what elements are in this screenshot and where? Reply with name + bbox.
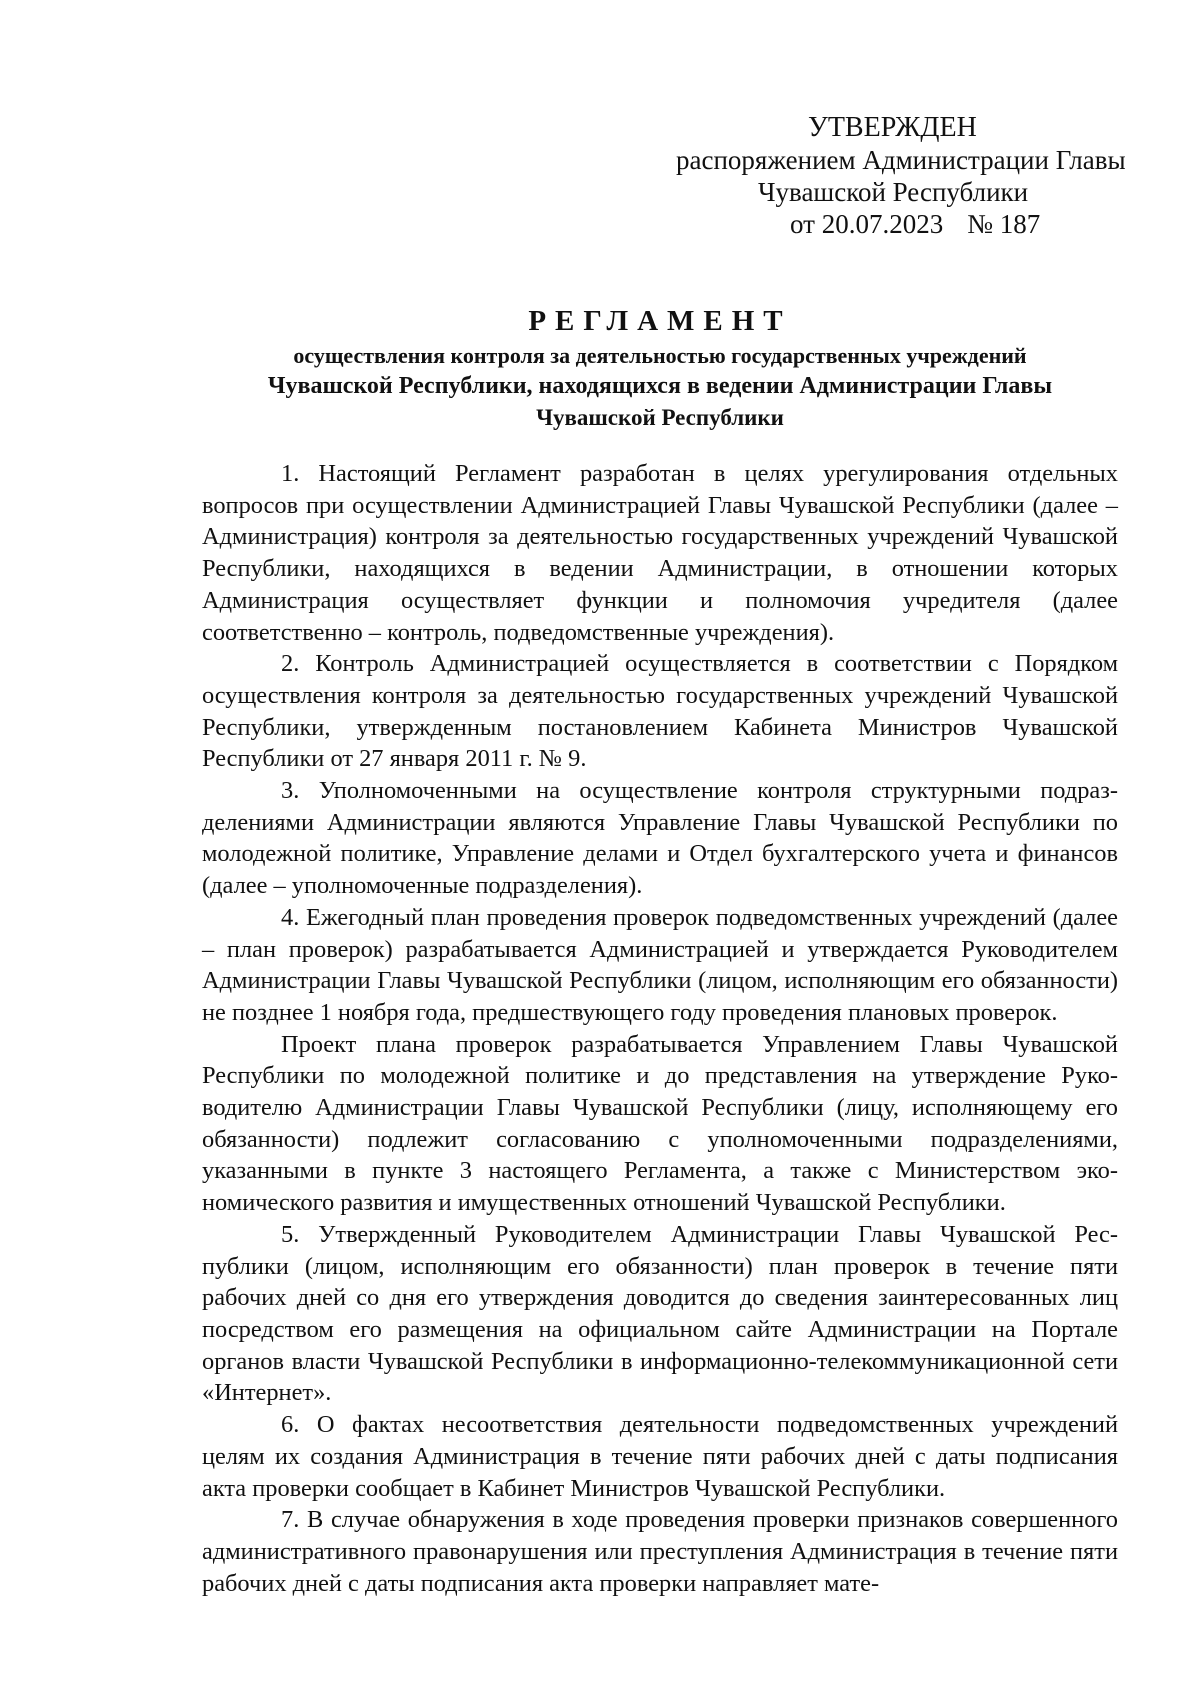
approval-authority: распоряжением Администрации Главы <box>676 145 1126 175</box>
paragraph-2: 2. Контроль Администрацией осуществляется в соответствии с Порядком осуществления контроля за деятельностью государственных учреждений Чувашской Республики, утвержденным постановлением Кабинета Министров Чувашской Республики от 27 января 2011 г. № 9. <box>202 650 1118 773</box>
approval-region: Чувашской Республики <box>758 177 1029 207</box>
document-subtitle-line-3: Чувашской Республики <box>536 405 784 430</box>
approval-date: от 20.07.2023 <box>790 209 944 239</box>
approval-heading: УТВЕРЖДЕН <box>808 112 977 143</box>
paragraph-3: 3. Уполномоченными на осуществление контроля структурными подразделениями Администрации являются Управление Главы Чувашской Республики по молодежной политике, Управление делами и Отдел бухгалтерского учета и финансов (далее – уполномоченные подразделения). <box>202 777 1118 900</box>
paragraph-5: 5. Утвержденный Руководителем Администрации Главы Чувашской Республики (лицом, исполняющим его обязанности) план проверок в течение пяти рабочих дней со дня его утверждения доводится до сведения заинтересованных лиц посредством его размещения на официальном сайте Администрации на Портале органов власти Чувашской Республики в информационно-телекоммуникационной сети «Интернет». <box>202 1220 1118 1407</box>
document-title: РЕГЛАМЕНТ <box>528 305 792 337</box>
document-body <box>202 458 1118 1599</box>
approval-date-number <box>660 208 1130 240</box>
approval-stamp-block <box>660 112 1130 240</box>
paragraph-7: 7. В случае обнаружения в ходе проведения проверки признаков совершенного административного правонарушения или преступления Администрация в течение пяти рабочих дней с даты подписания акта проверки направляет мате- <box>202 1506 1118 1597</box>
document-subtitle-line-2: Чувашской Республики, находящихся в ведении Администрации Главы <box>267 373 1053 399</box>
document-title-block <box>200 302 1120 433</box>
paragraph-4-continued: Проект плана проверок разрабатывается Управлением Главы Чувашской Республики по молодежной политике и до представления на утверждение Руководителю Администрации Главы Чувашской Республики (лицу, исполняющему его обязанности) подлежит согласованию с уполномоченными подразделениями, указанными в пункте 3 настоящего Регламента, а также с Министерством экономического развития и имущественных отношений Чувашской Республики. <box>202 1030 1118 1217</box>
paragraph-4: 4. Ежегодный план проведения проверок подведомственных учреждений (далее – план проверок) разрабатывается Администрацией и утверждается Руководителем Администрации Главы Чувашской Республики (лицом, исполняющим его обязанности) не позднее 1 ноября года, предшествующего году проведения плановых проверок. <box>202 903 1118 1026</box>
approval-number: № 187 <box>967 209 1041 239</box>
paragraph-6: 6. О фактах несоответствия деятельности подведомственных учреждений целям их создания Администрация в течение пяти рабочих дней с даты подписания акта проверки сообщает в Кабинет Министров Чувашской Республики. <box>202 1411 1118 1502</box>
paragraph-1: 1. Настоящий Регламент разработан в целях урегулирования отдельных вопросов при осуществлении Администрацией Главы Чувашской Республики (далее – Администрация) контроля за деятельностью государственных учреждений Чувашской Республики, находящихся в ведении Администрации, в отношении которых Администрация осуществляет функции и полномочия учредителя (далее соответственно – контроль, подведомственные учреждения). <box>202 460 1118 646</box>
document-subtitle-line-1: осуществления контроля за деятельностью государственных учреждений <box>293 343 1027 368</box>
